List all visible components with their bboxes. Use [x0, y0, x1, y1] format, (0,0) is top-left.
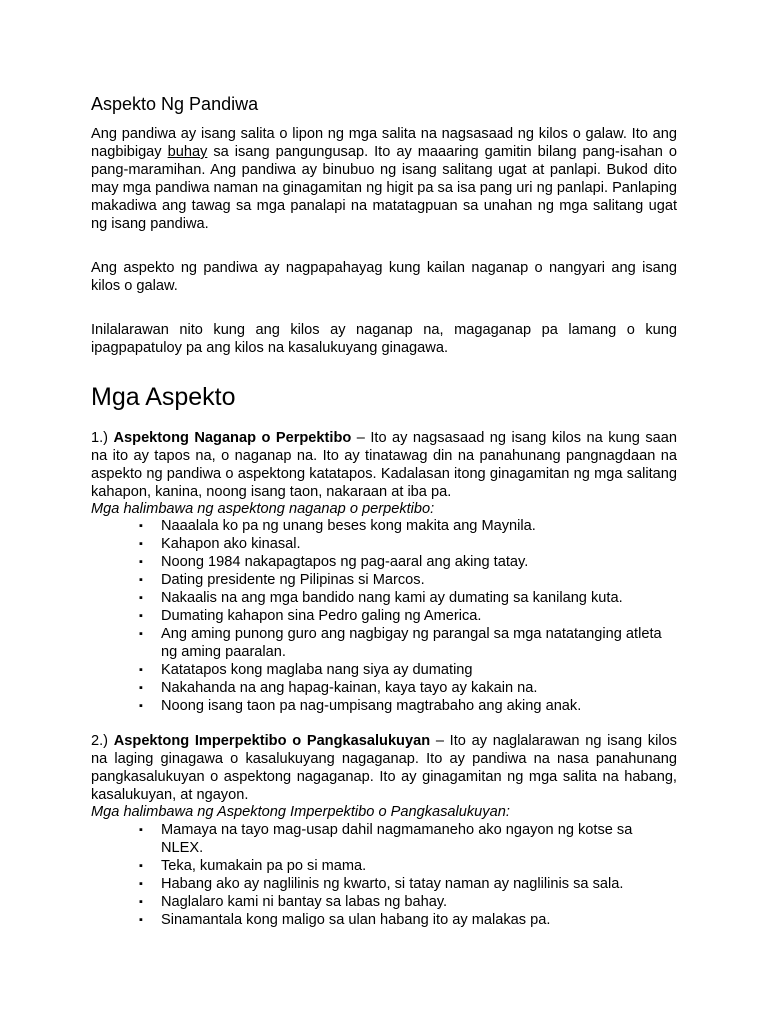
section2-examples-list [91, 821, 677, 929]
bullet-icon: ▪ [139, 700, 143, 712]
bullet-icon: ▪ [139, 682, 143, 694]
section1-examples-list [91, 517, 677, 715]
bullet-icon: ▪ [139, 592, 143, 604]
inilalarawan-paragraph: Inilalarawan nito kung ang kilos ay naganap na, magaganap pa lamang o kung ipagpapatuloy pa ang kilos na kasalukuyang ginagawa. [91, 322, 677, 356]
section2-paragraph [91, 732, 677, 804]
bullet-icon: ▪ [139, 914, 143, 926]
list-item [91, 857, 677, 875]
example-text: Kahapon ako kinasal. [161, 536, 301, 552]
example-text: Habang ako ay naglilinis ng kwarto, si tatay naman ay naglilinis sa sala. [161, 876, 624, 892]
heading-mga-aspekto: Mga Aspekto [91, 383, 236, 411]
bullet-icon: ▪ [139, 896, 143, 908]
intro-text-end: sa isang pangungusap. Ito ay maaaring gamitin bilang pang-isahan o pang-maramihan. Ang pandiwa ay binubuo ng isang salitang ugat at panlapi. Bukod dito may mga pandiwa naman na ginagamitan ng higit pa sa isa pang uri ng panlapi. Panlaping makadiwa ang tawag sa mga panalapi na matatagpuan sa unahan ng mga salitang ugat ng isang pandiwa. [91, 144, 677, 232]
bullet-icon: ▪ [139, 556, 143, 568]
list-item [91, 697, 677, 715]
bullet-icon: ▪ [139, 574, 143, 586]
section1-examples-caption: Mga halimbawa ng aspektong naganap o perpektibo: [91, 501, 435, 517]
list-item [91, 679, 677, 697]
section1-title: Aspektong Naganap o Perpektibo [113, 430, 352, 446]
list-item [91, 625, 677, 661]
example-text: Noong isang taon pa nag-umpisang magtrabaho ang aking anak. [161, 698, 582, 714]
intro-paragraph [91, 125, 677, 233]
bullet-icon: ▪ [139, 520, 143, 532]
bullet-icon: ▪ [139, 824, 143, 836]
example-text: Nakahanda na ang hapag-kainan, kaya tayo ay kakain na. [161, 680, 538, 696]
list-item [91, 535, 677, 553]
list-item [91, 661, 677, 679]
list-item [91, 553, 677, 571]
heading-aspekto-ng-pandiwa: Aspekto Ng Pandiwa [91, 94, 259, 114]
bullet-icon: ▪ [139, 664, 143, 676]
example-text: Naglalaro kami ni bantay sa labas ng bahay. [161, 894, 448, 910]
section1-body: – Ito ay nagsasaad ng isang kilos na kung saan na ito ay tapos na, o naganap na. Ito ay tinatawag din na panahunang pangnagdaan na aspekto ng pandiwa o aspektong katatapos. Kadalasan itong ginagamitan ng mga salitang kahapon, kanina, noong isang taon, nakaraan at iba pa. [91, 430, 677, 500]
list-item [91, 893, 677, 911]
bullet-icon: ▪ [139, 860, 143, 872]
section2-number: 2.) [91, 733, 114, 749]
list-item [91, 911, 677, 929]
bullet-icon: ▪ [139, 538, 143, 550]
list-item [91, 589, 677, 607]
list-item [91, 607, 677, 625]
example-text: Noong 1984 nakapagtapos ng pag-aaral ang aking tatay. [161, 554, 529, 570]
example-text: Teka, kumakain pa po si mama. [161, 858, 367, 874]
list-item [91, 517, 677, 535]
example-text: Nakaalis na ang mga bandido nang kami ay dumating sa kanilang kuta. [161, 590, 623, 606]
list-item [91, 875, 677, 893]
aspekto-definition-paragraph: Ang aspekto ng pandiwa ay nagpapahayag kung kailan naganap o nangyari ang isang kilos o galaw. [91, 260, 677, 294]
example-text: Ang aming punong guro ang nagbigay ng parangal sa mga natatanging atleta ng aming paaralan. [161, 626, 662, 660]
section2-body: – Ito ay naglalarawan ng isang kilos na laging ginagawa o kasalukuyang nagaganap. Ito ay pandiwa na nasa panahunang pangkasalukuyan o aspektong nagaganap. Ito ay ginagamitan ng mga salita na habang, kasalukuyan, at ngayon. [91, 733, 677, 803]
section1-paragraph [91, 429, 677, 501]
example-text: Dumating kahapon sina Pedro galing ng America. [161, 608, 482, 624]
example-text: Mamaya na tayo mag-usap dahil nagmamaneho ako ngayon ng kotse sa NLEX. [161, 822, 633, 856]
list-item [91, 821, 677, 857]
list-item [91, 571, 677, 589]
example-text: Dating presidente ng Pilipinas si Marcos. [161, 572, 425, 588]
example-text: Naaalala ko pa ng unang beses kong makita ang Maynila. [161, 518, 536, 534]
section1-number: 1.) [91, 430, 114, 446]
intro-text-start: Ang pandiwa ay isang salita o lipon ng mga salita na nagsasaad ng kilos o galaw. Ito ang nagbibigay [91, 126, 677, 160]
example-text: Sinamantala kong maligo sa ulan habang ito ay malakas pa. [161, 912, 551, 928]
bullet-icon: ▪ [139, 628, 143, 640]
section2-title: Aspektong Imperpektibo o Pangkasalukuyan [113, 733, 431, 749]
bullet-icon: ▪ [139, 878, 143, 890]
example-text: Katatapos kong maglaba nang siya ay dumating [161, 662, 473, 678]
bullet-icon: ▪ [139, 610, 143, 622]
section2-examples-caption: Mga halimbawa ng Aspektong Imperpektibo o Pangkasalukuyan: [91, 804, 510, 820]
buhay-link[interactable]: buhay [167, 144, 208, 160]
